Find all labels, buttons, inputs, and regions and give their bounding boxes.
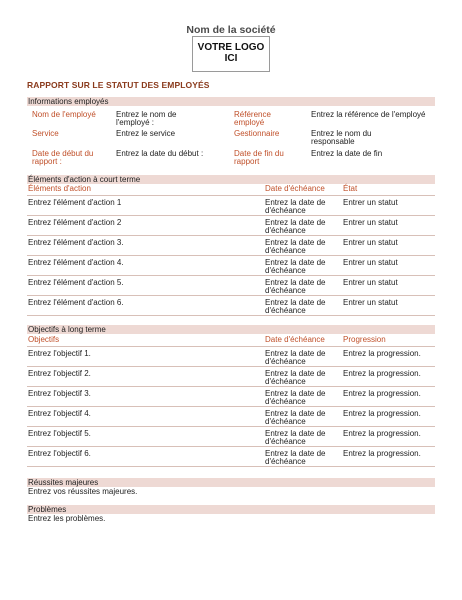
logo-text-line2: ICI: [224, 53, 238, 64]
logo-text-line1: VOTRE LOGO: [197, 42, 265, 53]
label-employee-ref: Référence employé: [234, 110, 271, 127]
info-row: [27, 150, 435, 170]
table-row: [27, 196, 435, 216]
table-row: [27, 216, 435, 236]
action-item-cell[interactable]: Entrez l'élément d'action 5.: [28, 278, 124, 287]
status-cell[interactable]: Entrer un statut: [343, 218, 398, 227]
objective-cell[interactable]: Entrez l'objectif 6.: [28, 449, 91, 458]
problems-text[interactable]: Entrez les problèmes.: [28, 514, 106, 523]
due-date-cell[interactable]: Entrez la date de d'échéance: [265, 198, 326, 215]
section-band-employee-info: Informations employés: [27, 97, 435, 106]
label-employee-name: Nom de l'employé: [32, 110, 96, 119]
progress-cell[interactable]: Entrez la progression.: [343, 369, 421, 378]
logo-placeholder: [192, 36, 270, 72]
value-manager[interactable]: Entrez le nom du responsable: [311, 129, 372, 146]
table-row: [27, 276, 435, 296]
status-cell[interactable]: Entrer un statut: [343, 198, 398, 207]
due-date-cell[interactable]: Entrez la date de d'échéance: [265, 298, 326, 315]
due-date-cell[interactable]: Entrez la date de d'échéance: [265, 238, 326, 255]
column-header-progress: Progression: [343, 335, 386, 344]
status-cell[interactable]: Entrer un statut: [343, 238, 398, 247]
table-row: [27, 447, 435, 467]
label-report-start: Date de début du rapport :: [32, 149, 94, 166]
action-item-cell[interactable]: Entrez l'élément d'action 1: [28, 198, 122, 207]
value-report-start[interactable]: Entrez la date du début :: [116, 149, 204, 158]
status-cell[interactable]: Entrer un statut: [343, 298, 398, 307]
column-header-objectives: Objectifs: [28, 335, 60, 344]
objective-cell[interactable]: Entrez l'objectif 3.: [28, 389, 91, 398]
section-band-achievements: Réussites majeures: [27, 478, 435, 487]
company-name: Nom de la société: [186, 24, 276, 36]
short-term-table: [27, 184, 435, 316]
progress-cell[interactable]: Entrez la progression.: [343, 429, 421, 438]
due-date-cell[interactable]: Entrez la date de d'échéance: [265, 409, 326, 426]
objective-cell[interactable]: Entrez l'objectif 5.: [28, 429, 91, 438]
table-header: [27, 184, 435, 196]
section-band-long-term: Objectifs à long terme: [27, 325, 435, 334]
due-date-cell[interactable]: Entrez la date de d'échéance: [265, 449, 326, 466]
employee-info-grid: [27, 110, 435, 170]
progress-cell[interactable]: Entrez la progression.: [343, 449, 421, 458]
column-header-due-date: Date d'échéance: [265, 335, 325, 344]
objective-cell[interactable]: Entrez l'objectif 2.: [28, 369, 91, 378]
value-employee-name[interactable]: Entrez le nom de l'employé :: [116, 110, 177, 127]
column-header-status: État: [343, 184, 358, 193]
label-manager: Gestionnaire: [234, 129, 280, 138]
value-employee-ref[interactable]: Entrez la référence de l'employé: [311, 110, 426, 119]
due-date-cell[interactable]: Entrez la date de d'échéance: [265, 349, 326, 366]
table-row: [27, 387, 435, 407]
due-date-cell[interactable]: Entrez la date de d'échéance: [265, 389, 326, 406]
table-row: [27, 347, 435, 367]
due-date-cell[interactable]: Entrez la date de d'échéance: [265, 218, 326, 235]
due-date-cell[interactable]: Entrez la date de d'échéance: [265, 278, 326, 295]
column-header-due-date: Date d'échéance: [265, 184, 325, 193]
section-band-problems: Problèmes: [27, 505, 435, 514]
progress-cell[interactable]: Entrez la progression.: [343, 409, 421, 418]
info-row: [27, 110, 435, 130]
section-band-short-term: Éléments d'action à court terme: [27, 175, 435, 184]
action-item-cell[interactable]: Entrez l'élément d'action 3.: [28, 238, 124, 247]
objective-cell[interactable]: Entrez l'objectif 1.: [28, 349, 91, 358]
label-report-end: Date de fin du rapport: [234, 149, 284, 166]
table-row: [27, 427, 435, 447]
progress-cell[interactable]: Entrez la progression.: [343, 389, 421, 398]
objective-cell[interactable]: Entrez l'objectif 4.: [28, 409, 91, 418]
progress-cell[interactable]: Entrez la progression.: [343, 349, 421, 358]
value-service[interactable]: Entrez le service: [116, 129, 176, 138]
status-cell[interactable]: Entrer un statut: [343, 278, 398, 287]
info-row: [27, 130, 435, 150]
table-row: [27, 236, 435, 256]
column-header-action-items: Éléments d'action: [28, 184, 91, 193]
due-date-cell[interactable]: Entrez la date de d'échéance: [265, 258, 326, 275]
achievements-text[interactable]: Entrez vos réussites majeures.: [28, 487, 138, 496]
due-date-cell[interactable]: Entrez la date de d'échéance: [265, 369, 326, 386]
value-report-end[interactable]: Entrez la date de fin: [311, 149, 383, 158]
due-date-cell[interactable]: Entrez la date de d'échéance: [265, 429, 326, 446]
label-service: Service: [32, 129, 59, 138]
table-row: [27, 296, 435, 316]
table-row: [27, 256, 435, 276]
table-row: [27, 367, 435, 387]
action-item-cell[interactable]: Entrez l'élément d'action 2: [28, 218, 122, 227]
action-item-cell[interactable]: Entrez l'élément d'action 4.: [28, 258, 124, 267]
action-item-cell[interactable]: Entrez l'élément d'action 6.: [28, 298, 124, 307]
table-header: [27, 335, 435, 347]
long-term-table: [27, 335, 435, 467]
report-title: RAPPORT SUR LE STATUT DES EMPLOYÉS: [27, 80, 210, 90]
status-cell[interactable]: Entrer un statut: [343, 258, 398, 267]
table-row: [27, 407, 435, 427]
